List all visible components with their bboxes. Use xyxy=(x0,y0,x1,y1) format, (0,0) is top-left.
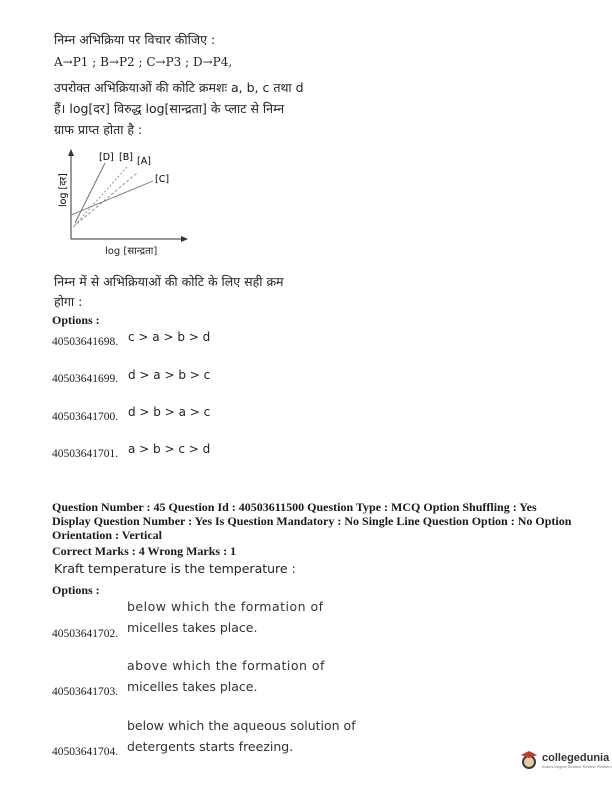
brand-name: collegedunia xyxy=(542,751,610,764)
q1-line-7: होगा : xyxy=(54,294,83,309)
label-d: [D] xyxy=(99,152,114,163)
q1-options-label: Options : xyxy=(52,313,100,327)
label-c: [C] xyxy=(155,174,170,185)
q1-option-2-text[interactable]: d > a > b > c xyxy=(128,368,211,382)
q1-line-2: A→P1 ; B→P2 ; C→P3 ; D→P4, xyxy=(54,55,233,69)
line-a xyxy=(73,173,137,227)
collegedunia-logo[interactable] xyxy=(520,750,612,770)
q1-option-1-id: 40503641698. xyxy=(52,336,119,348)
q1-option-3-text[interactable]: d > b > a > c xyxy=(128,405,211,419)
q1-line-3: उपरोक्त अभिक्रियाओं की कोटि क्रमशः a, b, c तथा d xyxy=(54,80,304,95)
q2-option-3-id: 40503641704. xyxy=(52,746,119,758)
x-axis-arrow xyxy=(181,236,188,242)
graduate-icon xyxy=(520,750,538,770)
q1-option-3-id: 40503641700. xyxy=(52,411,119,423)
y-axis-arrow xyxy=(68,149,74,156)
q1-line-4: हैं। log[दर] विरुद्ध log[सान्द्रता] के प्लाट से निम्न xyxy=(54,101,285,116)
label-a: [A] xyxy=(137,156,151,167)
q2-options-label: Options : xyxy=(52,583,100,597)
q2-marks: Correct Marks : 4 Wrong Marks : 1 xyxy=(52,544,237,558)
y-axis-label: log [दर] xyxy=(58,173,69,207)
q2-meta-line-1: Question Number : 45 Question Id : 40503611500 Question Type : MCQ Option Shuffling : Yes xyxy=(52,500,537,514)
brand-tagline: India's largest Student Review Platform xyxy=(542,763,612,769)
q2-meta-line-2: Display Question Number : Yes Is Question Mandatory : No Single Line Question Option : No Option xyxy=(52,514,572,528)
q2-question: Kraft temperature is the temperature : xyxy=(54,561,296,576)
q2-option-2-id: 40503641703. xyxy=(52,686,119,698)
q2-option-1-line-1[interactable]: below which the formation of xyxy=(127,599,324,614)
q2-option-2-line-2[interactable]: micelles takes place. xyxy=(127,679,258,694)
line-d xyxy=(75,163,105,223)
q1-line-1: निम्न अभिक्रिया पर विचार कीजिए : xyxy=(54,32,216,47)
q1-line-6: निम्न में से अभिक्रियाओं की कोटि के लिए सही क्रम xyxy=(54,274,284,289)
label-b: [B] xyxy=(119,152,133,163)
q2-option-3-line-2[interactable]: detergents starts freezing. xyxy=(127,739,294,754)
line-c xyxy=(71,181,153,215)
q1-option-2-id: 40503641699. xyxy=(52,373,119,385)
line-b xyxy=(75,167,127,225)
q2-option-1-id: 40503641702. xyxy=(52,628,119,640)
q1-option-1-text[interactable]: c > a > b > d xyxy=(128,330,211,344)
x-axis-label: log [सान्द्रता] xyxy=(105,246,158,257)
q2-option-2-line-1[interactable]: above which the formation of xyxy=(127,658,325,673)
q2-option-1-line-2[interactable]: micelles takes place. xyxy=(127,620,258,635)
q1-line-5: ग्राफ प्राप्त होता है : xyxy=(54,122,143,137)
q2-option-3-line-1[interactable]: below which the aqueous solution of xyxy=(127,718,356,733)
q2-meta-line-3: Orientation : Vertical xyxy=(52,528,162,542)
q1-option-4-id: 40503641701. xyxy=(52,448,119,460)
q1-option-4-text[interactable]: a > b > c > d xyxy=(128,442,211,456)
